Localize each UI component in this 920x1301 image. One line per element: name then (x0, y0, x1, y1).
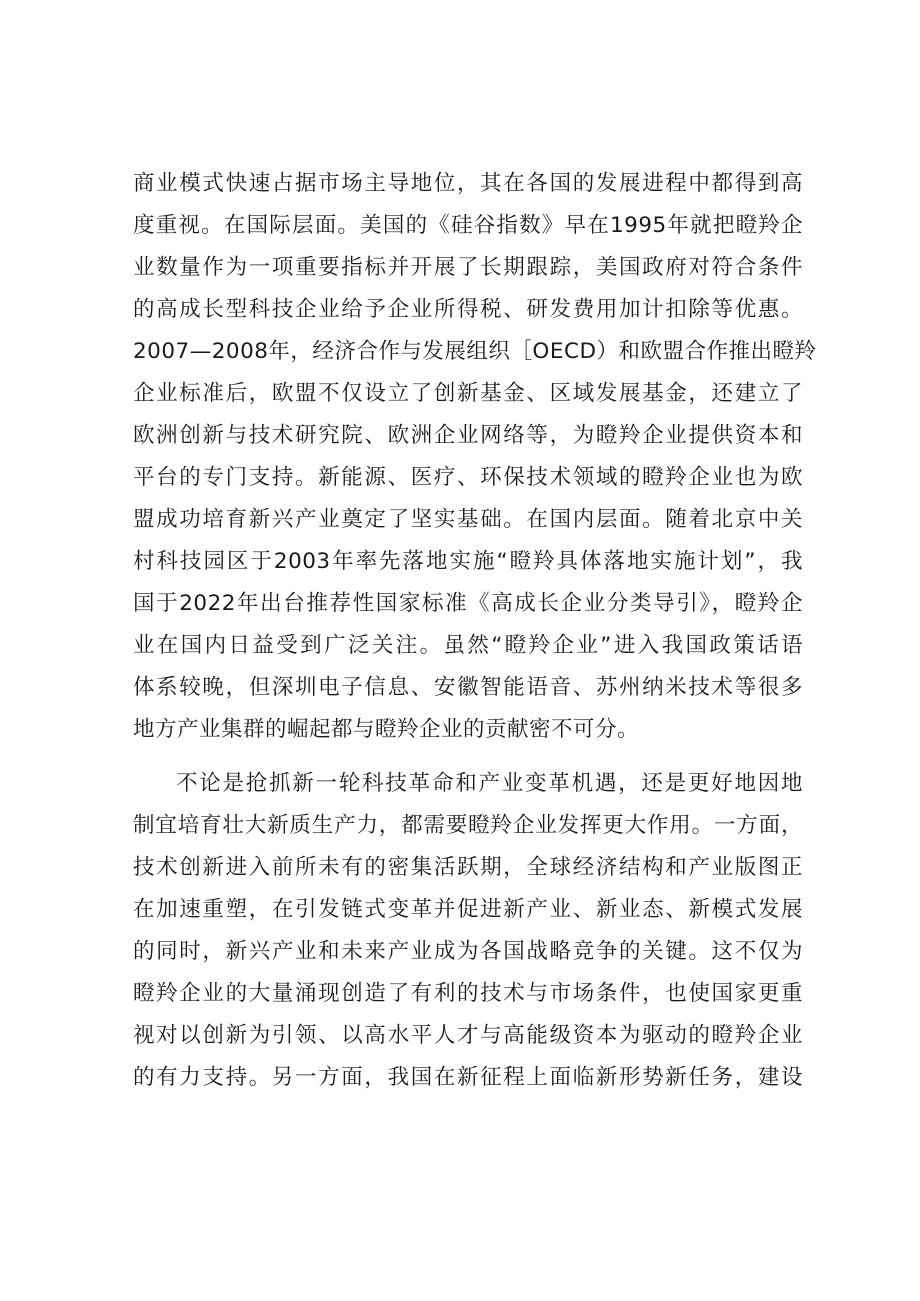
text-line: 平台的专门支持。新能源、医疗、环保技术领域的瞪羚企业也为欧 (133, 465, 803, 490)
text-line: 商业模式快速占据市场主导地位，其在各国的发展进程中都得到高 (133, 171, 803, 196)
text-line: 的高成长型科技企业给予企业所得税、研发费用加计扣除等优惠。 (133, 297, 803, 322)
text-line: 业数量作为一项重要指标并开展了长期跟踪，美国政府对符合条件 (133, 255, 803, 280)
text-line: 企业标准后，欧盟不仅设立了创新基金、区域发展基金，还建立了 (133, 381, 803, 406)
text-line: 2007—2008年，经济合作与发展组织［OECD）和欧盟合作推出瞪羚 (133, 339, 817, 364)
text-line: 业在国内日益受到广泛关注。虽然“瞪羚企业”进入我国政策话语 (133, 633, 803, 658)
text-line: 在加速重塑，在引发链式变革并促进新产业、新业态、新模式发展 (133, 897, 803, 922)
text-line: 制宜培育壮大新质生产力，都需要瞪羚企业发挥更大作用。一方面， (133, 813, 803, 838)
text-line: 不论是抢抓新一轮科技革命和产业变革机遇，还是更好地因地 (176, 771, 803, 796)
text-line: 的有力支持。另一方面，我国在新征程上面临新形势新任务，建设 (133, 1065, 803, 1090)
text-line: 欧洲创新与技术研究院、欧洲企业网络等，为瞪羚企业提供资本和 (133, 423, 803, 448)
text-line: 盟成功培育新兴产业奠定了坚实基础。在国内层面。随着北京中关 (133, 507, 803, 532)
text-line: 的同时，新兴产业和未来产业成为各国战略竞争的关键。这不仅为 (133, 939, 803, 964)
paragraph-2 (133, 763, 803, 1099)
text-line: 视对以创新为引领、以高水平人才与高能级资本为驱动的瞪羚企业 (133, 1023, 803, 1048)
text-line: 地方产业集群的崛起都与瞪羚企业的贡献密不可分。 (133, 717, 640, 742)
text-line: 体系较晚，但深圳电子信息、安徽智能语音、苏州纳米技术等很多 (133, 675, 803, 700)
text-line: 国于2022年出台推荐性国家标准《高成长企业分类导引》，瞪羚企 (133, 591, 803, 616)
text-line: 村科技园区于2003年率先落地实施“瞪羚具体落地实施计划”，我 (133, 549, 803, 574)
paragraph-1 (133, 163, 817, 751)
text-line: 度重视。在国际层面。美国的《硅谷指数》早在1995年就把瞪羚企 (133, 213, 803, 238)
text-line: 技术创新进入前所未有的密集活跃期，全球经济结构和产业版图正 (133, 855, 803, 880)
text-line: 瞪羚企业的大量涌现创造了有利的技术与市场条件，也使国家更重 (133, 981, 803, 1006)
